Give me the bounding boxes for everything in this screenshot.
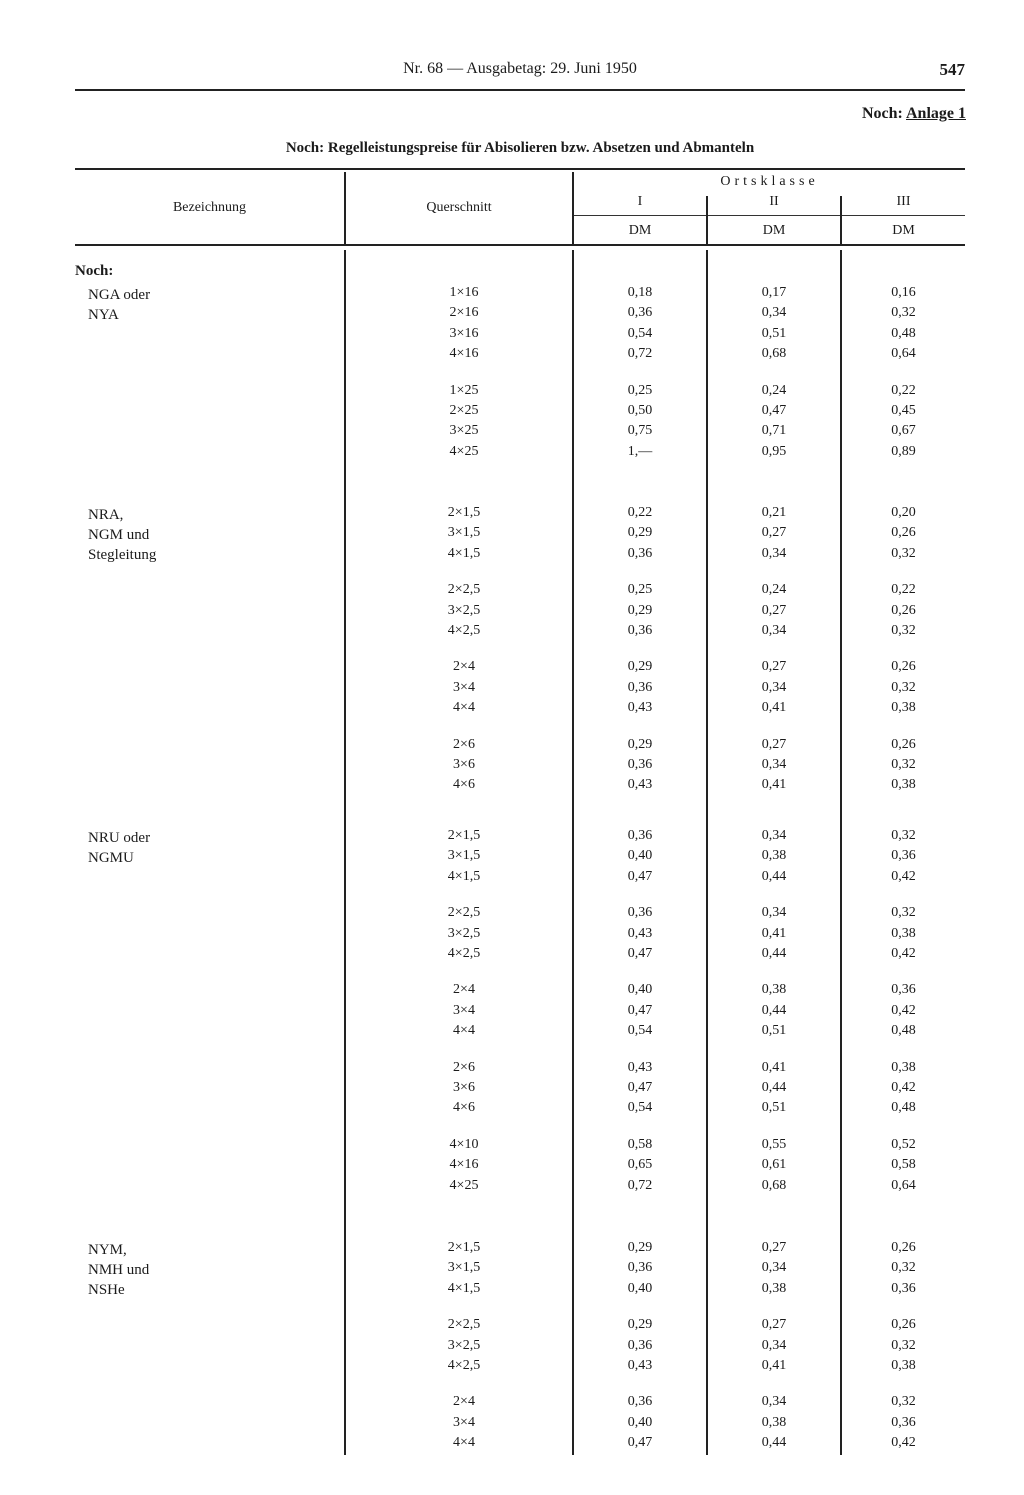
table-top-rule <box>75 168 965 170</box>
querschnitt-cell: 1×16 <box>449 285 479 300</box>
price-class-1: 0,75 <box>627 423 653 439</box>
price-class-3: 0,26 <box>891 659 916 675</box>
price-class-2: 0,44 <box>761 1080 787 1095</box>
querschnitt-cell: 2×1,5 <box>447 828 481 843</box>
price-class-1: 0,72 <box>627 346 653 362</box>
price-class-2: 0,51 <box>761 1100 787 1116</box>
price-class-3: 0,26 <box>891 1317 916 1333</box>
price-class-2: 0,27 <box>761 736 787 752</box>
price-class-3: 0,32 <box>891 305 916 321</box>
price-class-1: 0,40 <box>627 982 653 998</box>
price-class-2: 0,51 <box>761 1023 787 1039</box>
price-class-3: 0,58 <box>891 1157 916 1173</box>
price-class-3: 0,67 <box>891 423 916 439</box>
price-class-1: 0,36 <box>627 545 653 561</box>
price-class-2: 0,44 <box>761 1435 787 1451</box>
price-class-1: 0,36 <box>627 1260 653 1276</box>
price-class-3: 0,32 <box>891 679 916 695</box>
price-class-1: 0,43 <box>627 1358 653 1373</box>
querschnitt-cell: 3×6 <box>453 757 475 772</box>
group-label: NRU oder <box>88 830 151 846</box>
price-class-3: 0,42 <box>891 946 916 961</box>
price-class-1: 1,— <box>627 443 653 459</box>
querschnitt-cell: 4×4 <box>453 1023 475 1039</box>
price-class-3: 0,26 <box>891 1240 916 1255</box>
header-class-1: I <box>637 194 643 209</box>
header-class-2: II <box>769 194 779 209</box>
querschnitt-cell: 4×1,5 <box>447 868 481 884</box>
group-label: NGM und <box>88 527 150 543</box>
price-class-2: 0,34 <box>761 679 787 695</box>
header-rule <box>75 89 965 91</box>
price-class-1: 0,58 <box>627 1136 653 1152</box>
querschnitt-cell: 2×6 <box>453 736 475 752</box>
price-class-2: 0,34 <box>761 305 787 321</box>
price-class-1: 0,36 <box>627 1394 653 1410</box>
price-class-1: 0,29 <box>627 525 653 541</box>
querschnitt-cell: 3×1,5 <box>447 525 481 541</box>
price-class-2: 0,41 <box>761 777 787 793</box>
price-class-1: 0,29 <box>627 1317 653 1333</box>
price-class-1: 0,40 <box>627 848 653 864</box>
price-class-3: 0,36 <box>891 1280 916 1296</box>
price-class-1: 0,36 <box>627 679 653 695</box>
price-class-1: 0,29 <box>627 602 653 618</box>
price-class-2: 0,27 <box>761 1240 787 1255</box>
querschnitt-cell: 4×1,5 <box>447 1280 481 1296</box>
price-class-1: 0,40 <box>627 1280 653 1296</box>
querschnitt-cell: 4×1,5 <box>447 545 481 561</box>
price-class-2: 0,17 <box>761 285 787 300</box>
price-class-2: 0,44 <box>761 946 787 961</box>
querschnitt-cell: 4×4 <box>453 700 475 716</box>
price-class-3: 0,48 <box>891 1023 916 1039</box>
price-class-2: 0,38 <box>761 982 787 998</box>
price-class-1: 0,22 <box>627 505 653 520</box>
price-class-1: 0,43 <box>627 700 653 716</box>
querschnitt-cell: 4×16 <box>449 1157 479 1173</box>
price-class-1: 0,18 <box>627 285 653 300</box>
price-class-3: 0,38 <box>891 1358 916 1373</box>
price-class-2: 0,27 <box>761 1317 787 1333</box>
price-class-3: 0,45 <box>891 403 916 418</box>
price-class-3: 0,32 <box>891 757 916 772</box>
querschnitt-cell: 3×4 <box>453 679 475 695</box>
price-class-1: 0,54 <box>627 1100 653 1116</box>
price-class-1: 0,36 <box>627 1337 653 1353</box>
price-class-3: 0,48 <box>891 1100 916 1116</box>
price-class-2: 0,27 <box>761 602 787 618</box>
table-header-rule <box>75 244 965 246</box>
price-class-1: 0,54 <box>627 325 653 341</box>
price-class-1: 0,36 <box>627 757 653 772</box>
price-class-2: 0,38 <box>761 848 787 864</box>
price-class-2: 0,34 <box>761 1337 787 1353</box>
price-class-2: 0,34 <box>761 905 787 921</box>
noch-label: Noch: <box>75 263 114 279</box>
price-class-1: 0,72 <box>627 1177 653 1193</box>
header-unit-1: DM <box>628 223 652 238</box>
price-class-1: 0,47 <box>627 868 653 884</box>
price-class-2: 0,41 <box>761 925 787 941</box>
group-label: NYM, <box>88 1242 127 1258</box>
querschnitt-cell: 3×4 <box>453 1002 475 1018</box>
price-class-2: 0,47 <box>761 403 787 418</box>
price-class-3: 0,36 <box>891 1414 916 1430</box>
issue-title: Nr. 68 — Ausgabetag: 29. Juni 1950 <box>403 60 637 77</box>
querschnitt-cell: 4×25 <box>449 1177 479 1193</box>
price-class-2: 0,34 <box>761 1394 787 1410</box>
querschnitt-cell: 3×2,5 <box>447 602 481 618</box>
price-class-1: 0,47 <box>627 1080 653 1095</box>
querschnitt-cell: 3×2,5 <box>447 1337 481 1353</box>
querschnitt-cell: 2×4 <box>453 659 475 675</box>
header-unit-2: DM <box>762 223 786 238</box>
price-class-3: 0,26 <box>891 525 916 541</box>
price-class-3: 0,64 <box>891 1177 916 1193</box>
price-class-3: 0,32 <box>891 623 916 638</box>
price-class-2: 0,27 <box>761 659 787 675</box>
price-class-1: 0,29 <box>627 736 653 752</box>
price-class-3: 0,20 <box>891 505 916 520</box>
price-class-2: 0,34 <box>761 757 787 772</box>
price-class-2: 0,24 <box>761 582 787 598</box>
price-class-3: 0,42 <box>891 1002 916 1018</box>
price-class-1: 0,47 <box>627 1002 653 1018</box>
price-class-3: 0,38 <box>891 777 916 793</box>
price-class-3: 0,64 <box>891 346 916 362</box>
group-label: NMH und <box>88 1262 150 1278</box>
querschnitt-cell: 4×2,5 <box>447 946 481 961</box>
querschnitt-cell: 4×6 <box>453 1100 475 1116</box>
price-class-3: 0,32 <box>891 545 916 561</box>
price-class-3: 0,32 <box>891 905 916 921</box>
querschnitt-cell: 4×6 <box>453 777 475 793</box>
price-class-2: 0,55 <box>761 1136 787 1152</box>
annex-label <box>862 105 966 123</box>
querschnitt-cell: 4×16 <box>449 346 479 362</box>
price-class-2: 0,68 <box>761 346 787 362</box>
price-class-2: 0,38 <box>761 1280 787 1296</box>
querschnitt-cell: 3×2,5 <box>447 925 481 941</box>
group-label: NGA oder <box>88 287 151 303</box>
price-class-2: 0,34 <box>761 1260 787 1276</box>
price-class-2: 0,61 <box>761 1157 787 1173</box>
price-class-1: 0,47 <box>627 946 653 961</box>
price-class-3: 0,48 <box>891 325 916 341</box>
price-class-1: 0,54 <box>627 1023 653 1039</box>
group-label: NSHe <box>88 1282 125 1298</box>
querschnitt-cell: 2×6 <box>453 1059 475 1075</box>
price-class-3: 0,26 <box>891 602 916 618</box>
group-label: NYA <box>88 307 119 323</box>
querschnitt-cell: 4×2,5 <box>447 623 481 638</box>
price-class-2: 0,34 <box>761 623 787 638</box>
price-class-3: 0,22 <box>891 582 916 598</box>
price-class-2: 0,34 <box>761 828 787 843</box>
price-class-1: 0,36 <box>627 828 653 843</box>
price-class-2: 0,38 <box>761 1414 787 1430</box>
page-number: 547 <box>939 60 965 79</box>
price-class-2: 0,41 <box>761 1358 787 1373</box>
querschnitt-cell: 3×1,5 <box>447 1260 481 1276</box>
header-bezeichnung: Bezeichnung <box>172 200 247 215</box>
price-class-1: 0,50 <box>627 403 653 418</box>
price-class-1: 0,47 <box>627 1435 653 1451</box>
price-class-2: 0,41 <box>761 1059 787 1075</box>
price-class-2: 0,71 <box>761 423 787 439</box>
querschnitt-cell: 1×25 <box>449 382 479 398</box>
querschnitt-cell: 2×16 <box>449 305 479 321</box>
price-class-1: 0,29 <box>627 1240 653 1255</box>
price-class-2: 0,27 <box>761 525 787 541</box>
price-class-3: 0,42 <box>891 1435 916 1451</box>
querschnitt-cell: 2×4 <box>453 1394 475 1410</box>
price-class-3: 0,32 <box>891 1337 916 1353</box>
price-class-3: 0,26 <box>891 736 916 752</box>
price-class-2: 0,24 <box>761 382 787 398</box>
header-unit-3: DM <box>892 223 915 238</box>
price-class-3: 0,42 <box>891 1080 916 1095</box>
price-class-1: 0,36 <box>627 305 653 321</box>
header-ortsklasse: Ortsklasse <box>720 174 819 189</box>
annex-prefix: Noch: <box>861 105 903 122</box>
price-class-2: 0,44 <box>761 868 787 884</box>
price-class-3: 0,38 <box>891 1059 916 1075</box>
price-class-3: 0,36 <box>891 848 916 864</box>
price-class-1: 0,36 <box>627 905 653 921</box>
price-class-2: 0,95 <box>761 443 787 459</box>
price-class-3: 0,38 <box>891 700 916 716</box>
group-label: Stegleitung <box>88 547 157 563</box>
price-class-3: 0,42 <box>891 868 916 884</box>
price-class-2: 0,41 <box>761 700 787 716</box>
price-class-2: 0,68 <box>761 1177 787 1193</box>
price-class-3: 0,89 <box>891 443 916 459</box>
querschnitt-cell: 2×1,5 <box>447 1240 481 1255</box>
price-class-1: 0,25 <box>627 382 653 398</box>
group-label: NRA, <box>88 507 124 523</box>
querschnitt-cell: 3×1,5 <box>447 848 481 864</box>
querschnitt-cell: 2×4 <box>453 982 475 998</box>
price-class-1: 0,25 <box>627 582 653 598</box>
querschnitt-cell: 3×16 <box>449 325 479 341</box>
table-title: Noch: Regelleistungspreise für Abisolieren bzw. Absetzen und Abmanteln <box>285 140 755 156</box>
querschnitt-cell: 2×2,5 <box>447 905 481 921</box>
price-class-2: 0,51 <box>761 325 787 341</box>
price-class-3: 0,36 <box>891 982 916 998</box>
price-class-1: 0,43 <box>627 777 653 793</box>
querschnitt-cell: 4×4 <box>453 1435 475 1451</box>
header-class-3: III <box>896 194 911 209</box>
group-label: NGMU <box>88 850 134 866</box>
querschnitt-cell: 3×25 <box>449 423 479 439</box>
querschnitt-cell: 4×2,5 <box>447 1358 481 1373</box>
price-class-2: 0,21 <box>761 505 787 520</box>
querschnitt-cell: 2×2,5 <box>447 1317 481 1333</box>
price-class-1: 0,65 <box>627 1157 653 1173</box>
ortsklasse-rule <box>574 215 965 216</box>
annex-title: Anlage 1 <box>906 105 966 122</box>
querschnitt-cell: 2×25 <box>449 403 479 418</box>
page-header <box>75 60 965 86</box>
querschnitt-cell: 3×6 <box>453 1080 475 1095</box>
price-class-1: 0,36 <box>627 623 653 638</box>
querschnitt-cell: 4×25 <box>449 443 479 459</box>
price-class-2: 0,34 <box>761 545 787 561</box>
price-class-3: 0,22 <box>891 382 916 398</box>
querschnitt-cell: 3×4 <box>453 1414 475 1430</box>
price-class-3: 0,16 <box>891 285 916 300</box>
price-class-2: 0,44 <box>761 1002 787 1018</box>
querschnitt-cell: 2×1,5 <box>447 505 481 520</box>
price-class-1: 0,40 <box>627 1414 653 1430</box>
price-class-3: 0,32 <box>891 1260 916 1276</box>
querschnitt-cell: 4×10 <box>449 1136 479 1152</box>
header-querschnitt: Querschnitt <box>426 200 492 215</box>
price-class-3: 0,32 <box>891 1394 916 1410</box>
price-class-3: 0,52 <box>891 1136 916 1152</box>
price-class-3: 0,32 <box>891 828 916 843</box>
querschnitt-cell: 2×2,5 <box>447 582 481 598</box>
price-class-3: 0,38 <box>891 925 916 941</box>
price-class-1: 0,43 <box>627 925 653 941</box>
price-class-1: 0,43 <box>627 1059 653 1075</box>
price-class-1: 0,29 <box>627 659 653 675</box>
